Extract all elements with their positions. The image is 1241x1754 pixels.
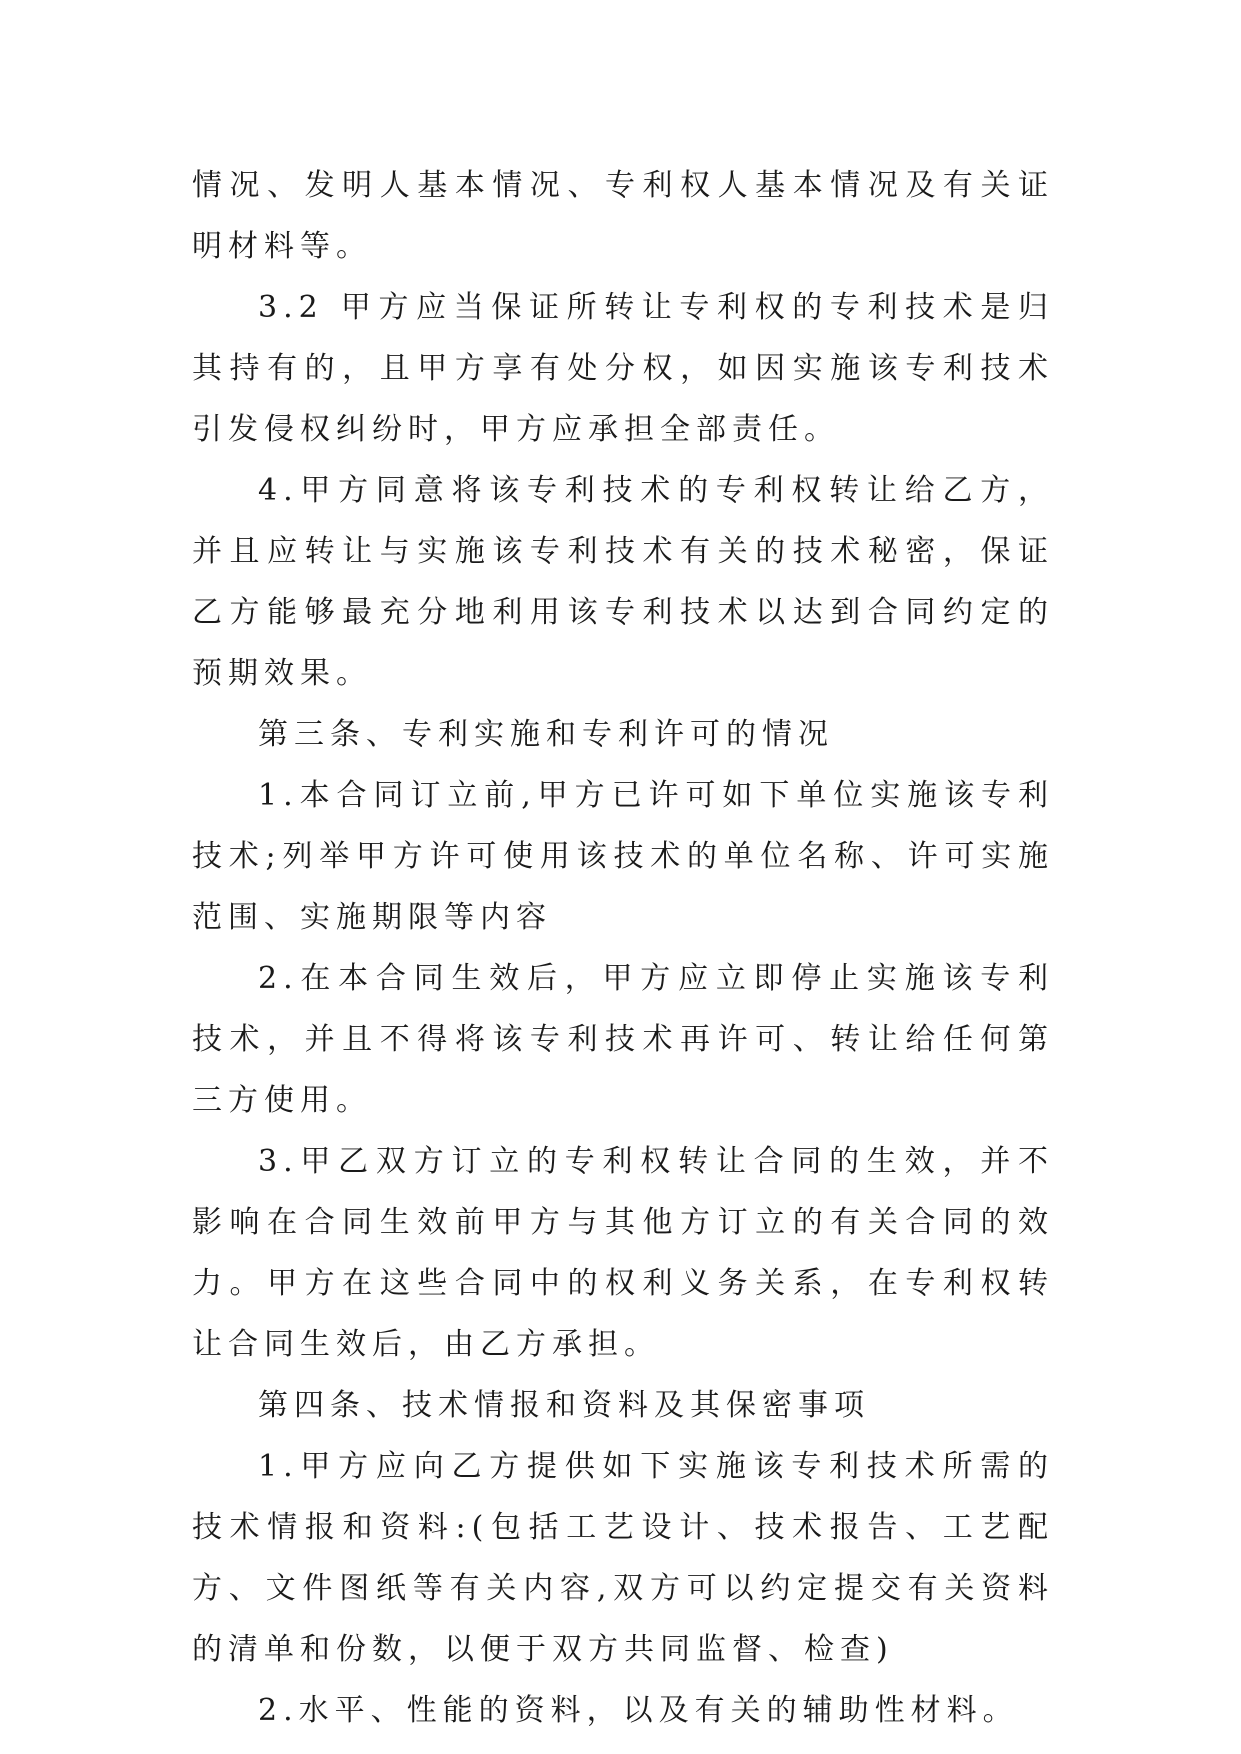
paragraph-article4-item1: 1.甲方应向乙方提供如下实施该专利技术所需的技术情报和资料:(包括工艺设计、技术报告、工艺配方、文件图纸等有关内容,双方可以约定提交有关资料的清单和份数，以便于双方共同监督、检查)	[192, 1449, 1054, 1667]
paragraph-continued-materials: 情况、发明人基本情况、专利权人基本情况及有关证明材料等。	[192, 168, 1054, 264]
paragraph-article3-item1: 1.本合同订立前,甲方已许可如下单位实施该专利技术;列举甲方许可使用该技术的单位名称、许可实施范围、实施期限等内容	[192, 778, 1054, 935]
paragraph-article3-item2: 2.在本合同生效后，甲方应立即停止实施该专利技术，并且不得将该专利技术再许可、转让给任何第三方使用。	[192, 961, 1054, 1118]
article-3-heading: 第三条、专利实施和专利许可的情况	[258, 717, 834, 752]
document-body	[192, 155, 1054, 1741]
paragraph-article4-item2: 2.水平、性能的资料，以及有关的辅助性材料。	[258, 1693, 1019, 1728]
article-4-heading: 第四条、技术情报和资料及其保密事项	[258, 1388, 870, 1423]
paragraph-article3-item3: 3.甲乙双方订立的专利权转让合同的生效，并不影响在合同生效前甲方与其他方订立的有关合同的效力。甲方在这些合同中的权利义务关系，在专利权转让合同生效后，由乙方承担。	[192, 1144, 1054, 1362]
paragraph-3-2-ownership-guarantee: 3.2 甲方应当保证所转让专利权的专利技术是归其持有的，且甲方享有处分权，如因实施该专利技术引发侵权纠纷时，甲方应承担全部责任。	[192, 290, 1054, 447]
paragraph-4-transfer-agreement: 4.甲方同意将该专利技术的专利权转让给乙方，并且应转让与实施该专利技术有关的技术秘密，保证乙方能够最充分地利用该专利技术以达到合同约定的预期效果。	[192, 473, 1054, 691]
